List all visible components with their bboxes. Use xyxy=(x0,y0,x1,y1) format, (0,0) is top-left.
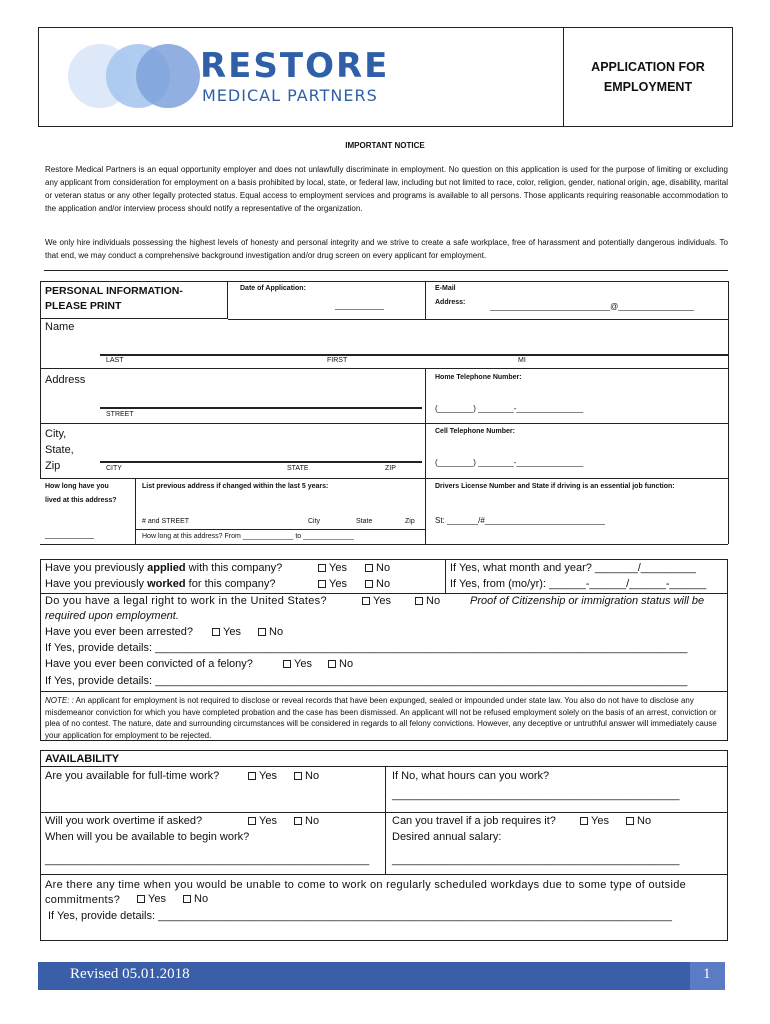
arrested-no-checkbox[interactable] xyxy=(258,628,266,636)
applied-no-label: No xyxy=(376,562,391,574)
felony-yes[interactable] xyxy=(283,658,312,670)
unable-no[interactable] xyxy=(183,893,208,905)
applied-no[interactable] xyxy=(365,562,390,574)
legal-yes[interactable] xyxy=(362,595,391,607)
travel-no-checkbox[interactable] xyxy=(626,817,634,825)
header-divider xyxy=(563,27,564,127)
arrested-question: Have you ever been arrested? xyxy=(45,626,193,638)
questions-rule-1 xyxy=(40,593,728,594)
note-label: NOTE: : xyxy=(45,696,74,705)
felony-no-checkbox[interactable] xyxy=(328,660,336,668)
address-label: Address xyxy=(45,374,86,386)
unable-details[interactable]: If Yes, provide details: ____________________________________________________________________________________ xyxy=(48,910,672,922)
name-bottom-rule xyxy=(40,368,728,369)
applied-question xyxy=(45,562,282,574)
fulltime-yes-label: Yes xyxy=(259,770,277,782)
city-line[interactable] xyxy=(100,461,422,463)
city-label-2: State, xyxy=(45,444,74,456)
form-title-line1: APPLICATION FOR xyxy=(591,60,705,74)
travel-no[interactable] xyxy=(626,815,651,827)
fulltime-no-checkbox[interactable] xyxy=(294,772,302,780)
travel-yes-checkbox[interactable] xyxy=(580,817,588,825)
name-line[interactable] xyxy=(100,354,728,356)
company-logo xyxy=(50,40,390,120)
date-label: Date of Application: xyxy=(240,285,306,292)
personal-left-border xyxy=(40,319,41,479)
availability-rule-3 xyxy=(40,874,728,875)
salary-question: Desired annual salary: xyxy=(392,831,502,843)
footer-page-number: 1 xyxy=(703,966,711,982)
fulltime-no-label: No xyxy=(305,770,320,782)
personal-top-rule xyxy=(228,281,728,282)
prev-how-long-label: How long at this address? From _____________ to _____________ xyxy=(142,533,354,540)
fulltime-no[interactable] xyxy=(294,770,319,782)
fulltime-question: Are you available for full-time work? xyxy=(45,770,220,782)
cell-phone-field[interactable]: (________) ________-_______________ xyxy=(435,458,584,467)
unable-yes-label: Yes xyxy=(148,893,166,905)
city-label-3: Zip xyxy=(45,460,61,472)
worked-no-checkbox[interactable] xyxy=(365,580,373,588)
applied-text-pre: Have you previously xyxy=(45,562,148,574)
arrested-no[interactable] xyxy=(258,626,283,638)
arrested-yes[interactable] xyxy=(212,626,241,638)
notice-rule xyxy=(44,270,728,271)
arrested-yes-label: Yes xyxy=(223,626,241,638)
worked-text-bold: worked xyxy=(147,578,186,590)
notice-heading: IMPORTANT NOTICE xyxy=(345,141,425,150)
license-field[interactable]: St: _______/#___________________________ xyxy=(435,516,605,525)
arrested-no-label: No xyxy=(269,626,284,638)
prev-zip-label: Zip xyxy=(405,518,415,525)
overtime-no-label: No xyxy=(305,815,320,827)
prev-address-line[interactable] xyxy=(135,529,425,530)
personal-heading-2: PLEASE PRINT xyxy=(45,300,122,312)
questions-rule-2 xyxy=(40,691,728,692)
form-title-line2: EMPLOYMENT xyxy=(603,80,693,94)
worked-no-label: No xyxy=(376,578,391,590)
personal-heading-1: PERSONAL INFORMATION- xyxy=(45,285,183,297)
hours-question: If No, what hours can you work? xyxy=(392,770,550,782)
prev-state-label: State xyxy=(356,518,373,525)
how-long-label-1: How long have you xyxy=(45,483,109,490)
prev-city-label: City xyxy=(308,518,321,525)
arrested-yes-checkbox[interactable] xyxy=(212,628,220,636)
cell-phone-label: Cell Telephone Number: xyxy=(435,428,515,435)
license-label: Drivers License Number and State if driving is an essential job function: xyxy=(435,483,675,490)
availability-rule-1 xyxy=(40,766,728,767)
email-field[interactable]: ___________________________@_________________ xyxy=(490,302,694,311)
overtime-question: Will you work overtime if asked? xyxy=(45,815,203,827)
felony-no[interactable] xyxy=(328,658,353,670)
felony-no-label: No xyxy=(339,658,354,670)
street-label: STREET xyxy=(106,411,134,418)
applied-no-checkbox[interactable] xyxy=(365,564,373,572)
travel-yes[interactable] xyxy=(580,815,609,827)
logo-subtitle: MEDICAL PARTNERS xyxy=(202,86,378,105)
name-label: Name xyxy=(45,321,75,333)
email-address-label: Address: xyxy=(435,299,466,306)
personal-right-border xyxy=(728,281,729,544)
name-first-label: FIRST xyxy=(327,357,348,364)
legal-no[interactable] xyxy=(415,595,440,607)
legal-yes-label: Yes xyxy=(373,595,391,607)
personal-rule-2 xyxy=(228,319,728,320)
proof-note-2: required upon employment. xyxy=(45,610,179,622)
applied-text-bold: applied xyxy=(147,562,186,574)
notice-para2: We only hire individuals possessing the highest levels of honesty and personal integrity and we strive to create a safe workplace, free of harassment and potentially dangerous individuals. To that end, we may conduct a comprehensive background investigation and/or drug screen on every applicant for employment. xyxy=(45,238,728,260)
overtime-yes-label: Yes xyxy=(259,815,277,827)
availability-heading: AVAILABILITY xyxy=(45,753,120,765)
felony-yes-label: Yes xyxy=(294,658,312,670)
salary-field[interactable]: _______________________________________________ xyxy=(392,854,680,866)
home-phone-field[interactable]: (________) ________-_______________ xyxy=(435,404,584,413)
address-bottom-rule xyxy=(40,423,728,424)
legal-no-label: No xyxy=(426,595,441,607)
footer-revised: Revised 05.01.2018 xyxy=(70,966,190,982)
worked-yes-checkbox[interactable] xyxy=(318,580,326,588)
worked-text-post: for this company? xyxy=(185,578,276,590)
personal-bottom-rule xyxy=(40,544,728,545)
city-sub-label: CITY xyxy=(106,465,122,472)
prev-street-label: # and STREET xyxy=(142,518,190,525)
date-field[interactable]: ___________ xyxy=(335,301,384,310)
state-sub-label: STATE xyxy=(287,465,309,472)
questions-divider xyxy=(445,559,446,593)
worked-question xyxy=(45,578,276,590)
applied-yes[interactable] xyxy=(318,562,347,574)
zip-sub-label: ZIP xyxy=(385,465,396,472)
overtime-yes-checkbox[interactable] xyxy=(248,817,256,825)
unable-no-checkbox[interactable] xyxy=(183,895,191,903)
fulltime-yes[interactable] xyxy=(248,770,277,782)
worked-no[interactable] xyxy=(365,578,390,590)
personal-mid-border xyxy=(425,368,426,544)
legal-yes-checkbox[interactable] xyxy=(362,597,370,605)
notice-para1: Restore Medical Partners is an equal opportunity employer and does not unlawfully discriminate in employment. No question on this application is used for the purpose of limiting or excluding any applicant from consideration for employment on a basis prohibited by local, state, or federal law, including but not limited to race, color, religion, gender, national origin, age, disability, marital or veteran status or any other legally protected status. Equal access to employment services and programs is available to all persons. Those applicants requiring reasonable accommodation to the application and/or interview process should notify a representative of the organization. xyxy=(45,165,728,213)
travel-no-label: No xyxy=(637,815,652,827)
worked-text-pre: Have you previously xyxy=(45,578,148,590)
availability-rule-2 xyxy=(40,812,728,813)
unable-question: Are there any time when you would be unable to come to work on regularly scheduled workdays due to some type of outside commitments? xyxy=(45,879,687,906)
applied-text-post: with this company? xyxy=(185,562,283,574)
felony-question: Have you ever been convicted of a felony? xyxy=(45,658,253,670)
how-long-divider xyxy=(135,478,136,544)
unable-no-label: No xyxy=(194,893,209,905)
begin-field[interactable]: _____________________________________________________ xyxy=(45,854,370,866)
home-phone-label: Home Telephone Number: xyxy=(435,374,522,381)
note-block xyxy=(45,695,725,741)
how-long-field[interactable]: ___________ xyxy=(45,530,94,539)
prev-address-label: List previous address if changed within the last 5 years: xyxy=(142,483,329,490)
overtime-no[interactable] xyxy=(294,815,319,827)
arrested-details[interactable]: If Yes, provide details: _______________________________________________________________________________________ xyxy=(45,642,688,654)
begin-question: When will you be available to begin work? xyxy=(45,831,250,843)
overtime-yes[interactable] xyxy=(248,815,277,827)
date-divider xyxy=(425,281,426,319)
legal-no-checkbox[interactable] xyxy=(415,597,423,605)
applied-yes-label: Yes xyxy=(329,562,347,574)
proof-note: Proof of Citizenship or immigration status will be xyxy=(470,595,705,607)
travel-yes-label: Yes xyxy=(591,815,609,827)
city-bottom-rule xyxy=(40,478,728,479)
overtime-no-checkbox[interactable] xyxy=(294,817,302,825)
worked-yes-label: Yes xyxy=(329,578,347,590)
address-line[interactable] xyxy=(100,407,422,409)
name-mi-label: MI xyxy=(518,357,526,364)
legal-right-question: Do you have a legal right to work in the United States? xyxy=(45,595,327,607)
hours-field[interactable]: _______________________________________________ xyxy=(392,789,680,801)
availability-divider xyxy=(385,766,386,874)
travel-question: Can you travel if a job requires it? xyxy=(392,815,556,827)
applied-yes-checkbox[interactable] xyxy=(318,564,326,572)
worked-yes[interactable] xyxy=(318,578,347,590)
how-long-label-2: lived at this address? xyxy=(45,497,117,504)
email-label: E-Mail xyxy=(435,285,456,292)
unable-yes-checkbox[interactable] xyxy=(137,895,145,903)
applied-when[interactable]: If Yes, what month and year? _______/_________ xyxy=(450,562,696,574)
felony-yes-checkbox[interactable] xyxy=(283,660,291,668)
felony-details[interactable]: If Yes, provide details: _______________________________________________________________________________________ xyxy=(45,675,688,687)
name-last-label: LAST xyxy=(106,357,124,364)
worked-when[interactable]: If Yes, from (mo/yr): ______-______/______-______ xyxy=(450,578,707,590)
fulltime-yes-checkbox[interactable] xyxy=(248,772,256,780)
unable-yes[interactable] xyxy=(137,893,166,905)
note-text: An applicant for employment is not required to disclose or reveal records that have been expunged, sealed or impounded under state law. You also do not have to disclose any misdemeanor conviction for which you have completed probation and the case has been dismissed. An applicant will not be refused employment solely on the basis of an arrest, conviction or plea of no contest. The nature, date and surrounding circumstances will be considered in regards to all felony convictions. However, any deceptive or untruthful answer will immediately cause your application for employment to be rejected. xyxy=(45,696,717,740)
city-label-1: City, xyxy=(45,428,67,440)
logo-word: RESTORE xyxy=(200,46,390,86)
